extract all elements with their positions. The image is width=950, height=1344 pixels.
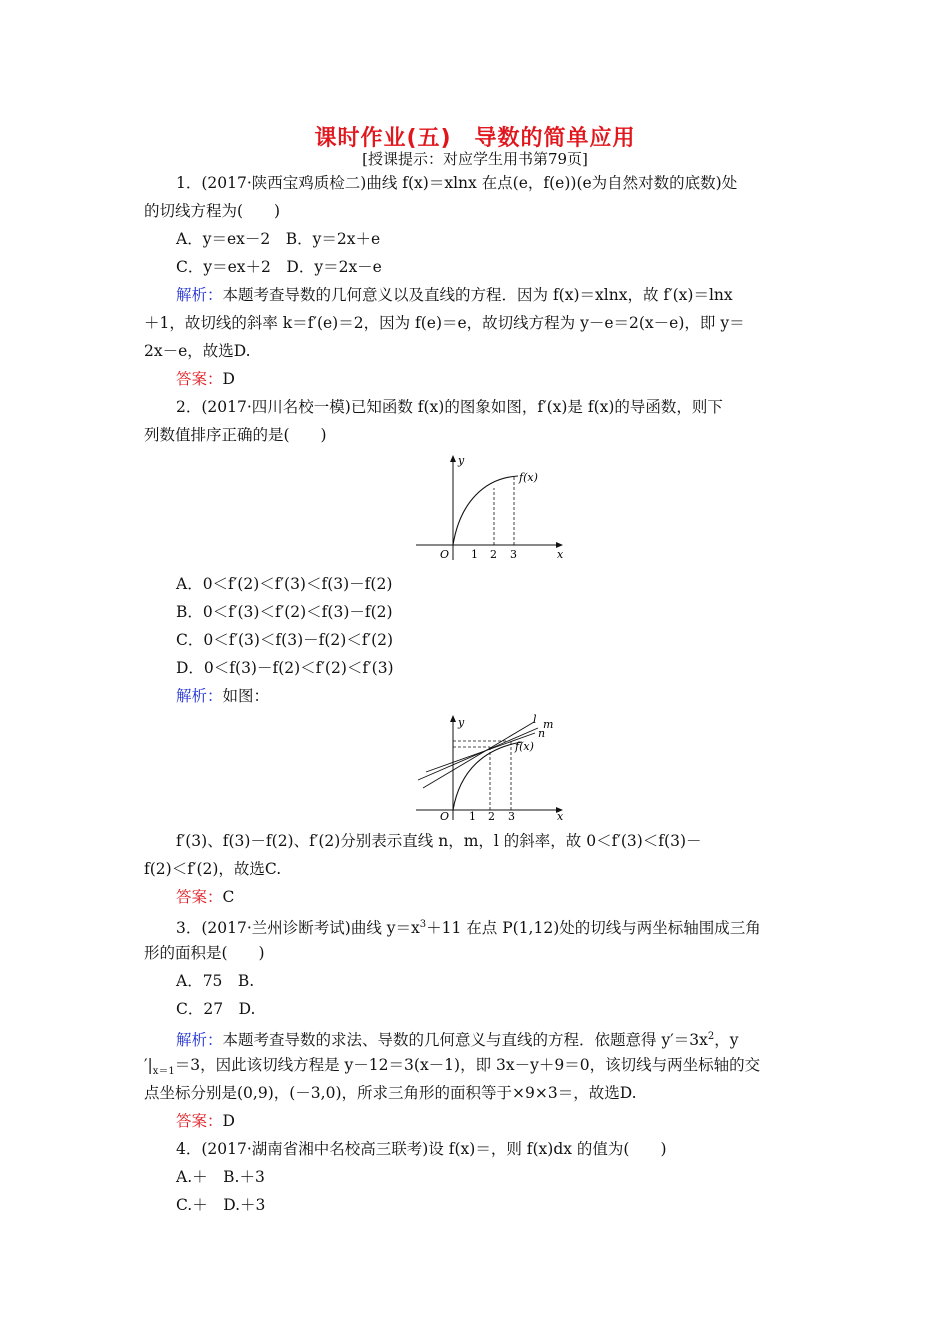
q3-solution-line3: 点坐标分别是(0,9)，(－3,0)，所求三角形的面积等于×9×3＝，故选D. <box>144 1084 637 1102</box>
graph2-curve-label: f(x) <box>515 740 534 753</box>
q3-stem-part1: 3．(2017·兰州诊断考试)曲线 y＝x <box>176 919 420 938</box>
q4-options-ab: A.＋ B.＋3 <box>176 1168 265 1186</box>
q2-solution-line1 <box>176 685 269 707</box>
q2-solution-line2: f′(3)、f(3)－f(2)、f′(2)分别表示直线 n，m，l 的斜率，故 0＜f′(3)＜f(3)－ <box>176 832 702 850</box>
q3-stem-line2: 形的面积是( ) <box>144 944 265 962</box>
q3-answer-line <box>176 1110 235 1132</box>
function-graph-1 <box>410 452 570 562</box>
q1-answer: D <box>222 370 235 388</box>
graph1-origin-label: O <box>440 548 450 561</box>
graph2-origin-label: O <box>440 810 450 822</box>
answer-label: 答案： <box>176 370 223 388</box>
graph1-tick-1: 1 <box>471 548 478 561</box>
q2-option-b: B．0＜f′(3)＜f′(2)＜f(3)－f(2) <box>176 603 393 621</box>
q2-option-a: A．0＜f′(2)＜f′(3)＜f(3)－f(2) <box>176 575 393 593</box>
q4-stem-line1: 4．(2017·湖南省湘中名校高三联考)设 f(x)＝，则 f(x)dx 的值为( ) <box>176 1140 667 1158</box>
q2-stem-line2: 列数值排序正确的是( ) <box>144 426 327 444</box>
q2-solution-text1: 如图： <box>222 687 270 705</box>
solution-label: 解析： <box>176 1031 223 1050</box>
page-title: 课时作业(五) 导数的简单应用 <box>314 126 636 151</box>
q1-options-ab: A．y＝ex－2 B．y＝2x＋e <box>176 230 381 248</box>
graph2-y-label: y <box>458 716 465 729</box>
q3-stem-exponent: 3 <box>419 919 427 930</box>
solution-label: 解析： <box>176 687 223 705</box>
graph2-line-m-label: m <box>543 718 554 731</box>
q2-answer: C <box>222 888 235 906</box>
graph2-x-label: x <box>557 810 564 822</box>
q3-solution-line1 <box>176 1026 738 1051</box>
graph2-tick-1: 1 <box>469 810 476 822</box>
graph1-curve-label: f(x) <box>519 471 538 484</box>
graph2-line-n-label: n <box>538 727 546 740</box>
graph2-line-l-label: l <box>533 713 537 726</box>
hint-line: [授课提示：对应学生用书第79页] <box>362 150 588 168</box>
graph1-x-label: x <box>557 548 564 561</box>
function-graph-2 <box>410 712 570 822</box>
q3-stem-line1 <box>176 914 761 939</box>
q3-options-cd: C．27 D. <box>176 1000 256 1018</box>
q1-solution-line3: 2x－e，故选D. <box>144 342 251 360</box>
q2-option-d: D．0＜f(3)－f(2)＜f′(2)＜f′(3) <box>176 659 394 677</box>
q2-stem-line1: 2．(2017·四川名校一模)已知函数 f(x)的图象如图，f′(x)是 f(x)的导函数，则下 <box>176 398 723 416</box>
q3-solution-derivative: ′| <box>144 1056 153 1074</box>
answer-label: 答案： <box>176 888 223 906</box>
graph1-tick-3: 3 <box>510 548 517 561</box>
q3-options-ab: A．75 B. <box>176 972 255 990</box>
graph1-tick-2: 2 <box>490 548 497 561</box>
q1-solution-text1: 本题考查导数的几何意义以及直线的方程．因为 f(x)＝xlnx，故 f′(x)＝lnx <box>222 286 733 304</box>
q3-solution-line2-text: ＝3，因此该切线方程是 y－12＝3(x－1)，即 3x－y＋9＝0，该切线与两坐标轴的交 <box>174 1056 761 1074</box>
answer-label: 答案： <box>176 1112 223 1130</box>
graph2-tick-3: 3 <box>508 810 515 822</box>
q1-stem-line2: 的切线方程为( ) <box>144 202 281 220</box>
q1-answer-line <box>176 368 235 390</box>
graph2-tick-2: 2 <box>488 810 495 822</box>
q3-solution-part2: ，y <box>714 1031 739 1050</box>
q3-solution-line2 <box>144 1054 760 1083</box>
graph1-y-label: y <box>458 454 465 467</box>
q3-solution-exponent: 2 <box>707 1031 715 1042</box>
q2-option-c: C．0＜f′(3)＜f(3)－f(2)＜f′(2) <box>176 631 394 649</box>
q3-solution-subscript: x＝1 <box>152 1066 175 1078</box>
q1-options-cd: C．y＝ex＋2 D．y＝2x－e <box>176 258 382 276</box>
q1-solution-line1 <box>176 284 733 306</box>
q3-solution-part1: 本题考查导数的求法、导数的几何意义与直线的方程．依题意得 y′＝3x <box>222 1031 708 1050</box>
q4-options-cd: C.＋ D.＋3 <box>176 1196 266 1214</box>
q1-solution-line2: ＋1，故切线的斜率 k＝f′(e)＝2，因为 f(e)＝e，故切线方程为 y－e＝2(x－e)，即 y＝ <box>144 314 745 332</box>
q1-stem-line1: 1．(2017·陕西宝鸡质检二)曲线 f(x)＝xlnx 在点(e，f(e))(e为自然对数的底数)处 <box>176 174 738 192</box>
q2-solution-line3: f(2)＜f′(2)，故选C. <box>144 860 282 878</box>
q3-stem-part2: ＋11 在点 P(1,12)处的切线与两坐标轴围成三角 <box>426 919 761 938</box>
q2-answer-line <box>176 886 234 908</box>
q3-answer: D <box>222 1112 235 1130</box>
solution-label: 解析： <box>176 286 223 304</box>
